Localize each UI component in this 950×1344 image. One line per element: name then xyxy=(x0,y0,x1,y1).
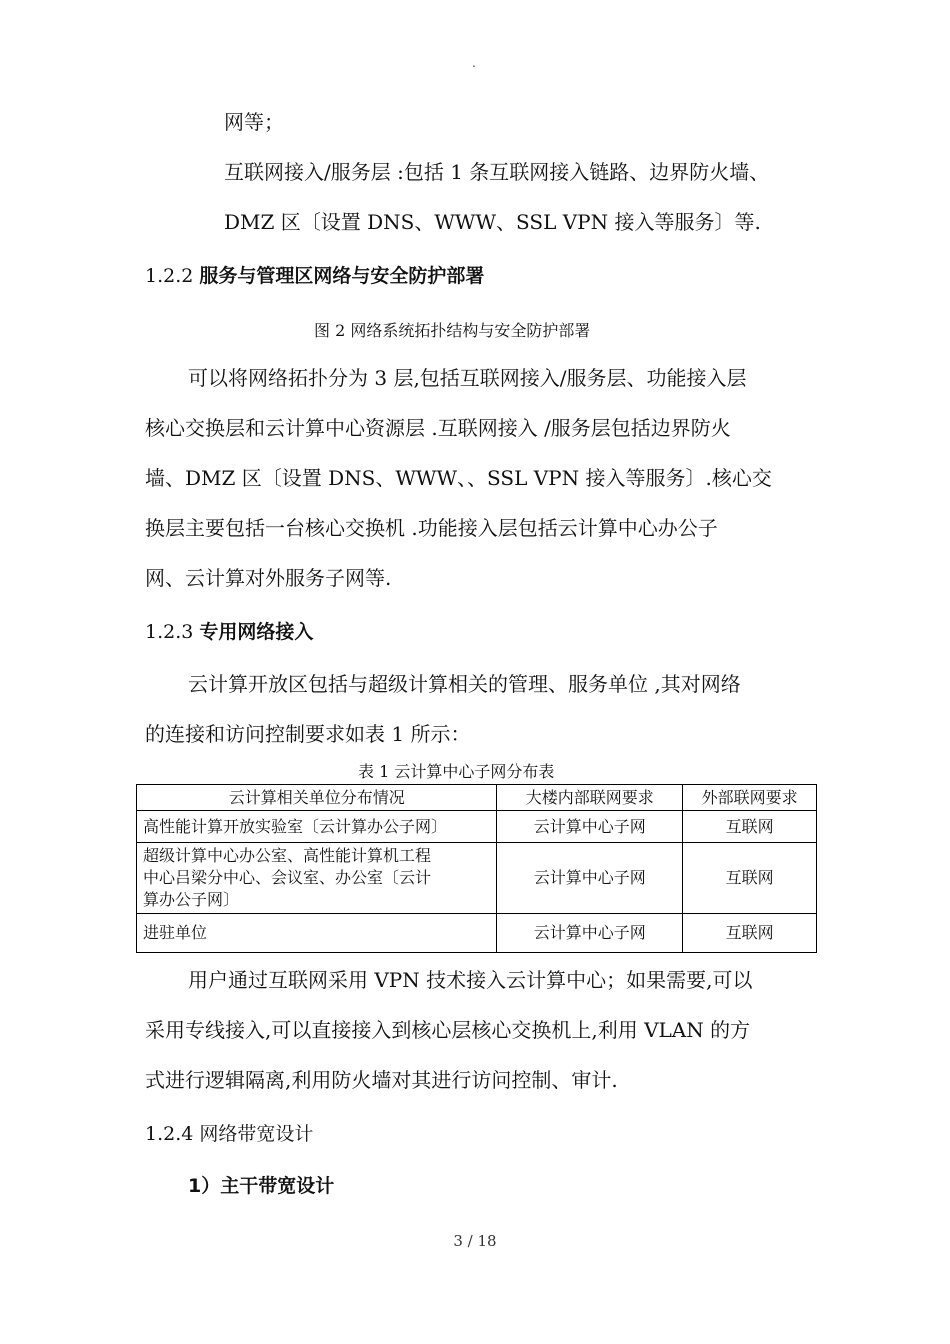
paragraph-line: 换层主要包括一台核心交换机 .功能接入层包括云计算中心办公子 xyxy=(145,516,718,540)
table-header-cell: 大楼内部联网要求 xyxy=(497,785,683,811)
section-heading-1-2-4: 1.2.4 网络带宽设计 xyxy=(145,1123,314,1145)
paragraph-line: 互联网接入/服务层 :包括 1 条互联网接入链路、边界防火墙、 xyxy=(224,160,770,184)
paragraph-line: 网等； xyxy=(224,110,284,134)
unit-cell-line: 算办公子网〕 xyxy=(143,890,240,909)
page-number: 3 / 18 xyxy=(453,1232,497,1250)
internal-network-cell: 云计算中心子网 xyxy=(497,843,683,914)
external-network-cell: 互联网 xyxy=(683,914,817,953)
heading-number: 1.2.3 xyxy=(145,621,200,643)
paragraph-line: 可以将网络拓扑分为 3 层,包括互联网接入/服务层、功能接入层 xyxy=(188,366,747,390)
unit-cell: 进驻单位 xyxy=(137,914,497,953)
internal-network-cell: 云计算中心子网 xyxy=(497,811,683,843)
subnet-distribution-table xyxy=(136,784,817,953)
heading-title: 专用网络接入 xyxy=(199,621,314,643)
heading-number: 1.2.2 xyxy=(145,265,200,287)
table-row xyxy=(137,914,817,953)
paragraph-line: 网、云计算对外服务子网等. xyxy=(145,566,392,590)
section-heading-1-2-2 xyxy=(145,262,484,290)
paragraph-line: 采用专线接入,可以直接接入到核心层核心交换机上,利用 VLAN 的方 xyxy=(145,1018,751,1042)
table-header-cell: 外部联网要求 xyxy=(683,785,817,811)
table-row xyxy=(137,811,817,843)
internal-network-cell: 云计算中心子网 xyxy=(497,914,683,953)
external-network-cell: 互联网 xyxy=(683,843,817,914)
unit-cell xyxy=(137,843,497,914)
unit-cell-line: 超级计算中心办公室、高性能计算机工程 xyxy=(143,846,432,865)
figure-caption: 图 2 网络系统拓扑结构与安全防护部署 xyxy=(314,321,591,340)
subsection-title: 1）主干带宽设计 xyxy=(188,1175,335,1197)
section-heading-1-2-3 xyxy=(145,618,313,646)
paragraph-line: 用户通过互联网采用 VPN 技术接入云计算中心；如果需要,可以 xyxy=(188,968,753,992)
unit-cell: 高性能计算开放实验室〔云计算办公子网〕 xyxy=(137,811,497,843)
external-network-cell: 互联网 xyxy=(683,811,817,843)
paragraph-line: 云计算开放区包括与超级计算相关的管理、服务单位 ,其对网络 xyxy=(188,672,741,696)
unit-cell-line: 中心吕梁分中心、会议室、办公室〔云计 xyxy=(143,868,432,887)
paragraph-line: 核心交换层和云计算中心资源层 .互联网接入 /服务层包括边界防火 xyxy=(145,416,731,440)
page-top-mark: . xyxy=(472,56,476,70)
table-row xyxy=(137,843,817,914)
paragraph-line: 墙、DMZ 区〔设置 DNS、WWW、、SSL VPN 接入等服务〕.核心交 xyxy=(145,466,772,490)
table-header-row xyxy=(137,785,817,811)
paragraph-line: 的连接和访问控制要求如表 1 所示： xyxy=(145,722,471,746)
table-header-cell: 云计算相关单位分布情况 xyxy=(137,785,497,811)
paragraph-line: DMZ 区〔设置 DNS、WWW、SSL VPN 接入等服务〕等. xyxy=(224,210,761,234)
heading-title: 服务与管理区网络与安全防护部署 xyxy=(199,265,485,287)
paragraph-line: 式进行逻辑隔离,利用防火墙对其进行访问控制、审计. xyxy=(145,1068,618,1092)
subsection-heading xyxy=(188,1172,334,1200)
table-caption: 表 1 云计算中心子网分布表 xyxy=(358,762,555,781)
